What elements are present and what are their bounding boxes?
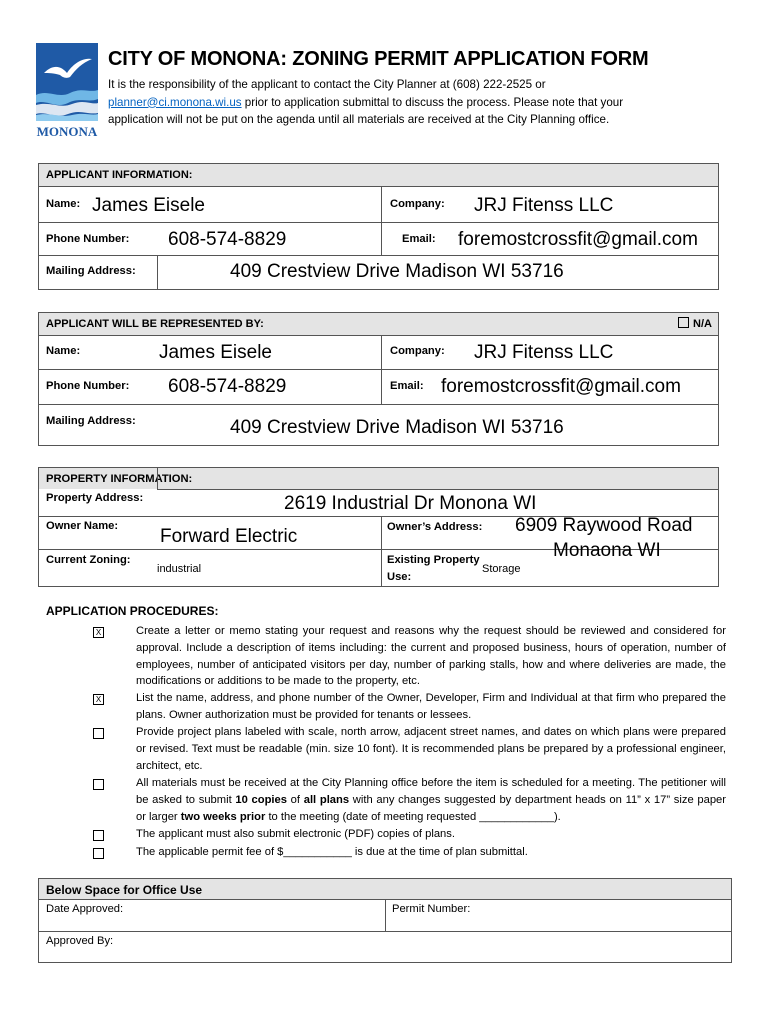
applicant-company-field[interactable]: JRJ Fitenss LLC (474, 195, 614, 216)
page-title: CITY OF MONONA: ZONING PERMIT APPLICATION FORM (108, 48, 649, 70)
applicant-name-field[interactable]: James Eisele (92, 195, 205, 216)
procedure-4-part-b: of (286, 793, 304, 806)
rep-address-label: Mailing Address: (46, 415, 136, 427)
divider (381, 335, 382, 404)
owner-name-field[interactable]: Forward Electric (160, 526, 298, 547)
procedure-4-bold-c: two weeks prior (180, 810, 266, 823)
divider (157, 467, 158, 489)
divider (381, 516, 382, 587)
procedure-text-3: Provide project plans labeled with scale, north arrow, adjacent street names, and dates on which plans were prepared or revised. Text must be readable (min. size 10 font). It is recommended plans be prepared by a professional engineer, architect, etc. (136, 726, 726, 772)
representative-heading-text: APPLICANT WILL BE REPRESENTED BY: (46, 318, 264, 330)
procedure-checkbox-1[interactable]: X (93, 627, 104, 638)
current-zoning-label: Current Zoning: (46, 554, 131, 566)
rep-email-label: Email: (390, 380, 424, 392)
divider (38, 404, 719, 405)
procedure-checkbox-6[interactable] (93, 848, 104, 859)
current-zoning-field[interactable]: industrial (157, 563, 202, 575)
applicant-name-label: Name: (46, 198, 81, 210)
rep-name-field[interactable]: James Eisele (159, 342, 272, 363)
rep-phone-label: Phone Number: (46, 380, 130, 392)
office-use-heading: Below Space for Office Use (38, 878, 732, 900)
applicant-email-label: Email: (402, 233, 436, 245)
representative-section-heading (38, 312, 719, 336)
divider (38, 255, 719, 256)
rep-name-label: Name: (46, 345, 81, 357)
property-section-heading: PROPERTY INFORMATION: (46, 473, 193, 485)
rep-company-field[interactable]: JRJ Fitenss LLC (474, 342, 614, 363)
procedure-4-part-c: with any changes suggested by department heads on 11” x 17” size paper or larger (136, 793, 726, 823)
monona-logo-icon (36, 43, 98, 141)
applicant-email-field[interactable]: foremostcrossfit@gmail.com (458, 229, 698, 250)
rep-company-label: Company: (390, 345, 445, 357)
procedure-4-bold-b: all plans (303, 793, 350, 806)
planner-email-link[interactable]: planner@ci.monona.wi.us (108, 95, 242, 109)
na-label: N/A (693, 318, 712, 330)
procedure-text-5: The applicant must also submit electronic (PDF) copies of plans. (136, 828, 455, 840)
divider (157, 489, 719, 490)
existing-use-label-1: Existing Property (387, 554, 480, 566)
applicant-company-label: Company: (390, 198, 445, 210)
divider (157, 255, 158, 290)
procedure-text-2: List the name, address, and phone number of the Owner, Developer, Firm and Individual at that firm who prepared the plans. Owner authorization must be provided for tenants or lessees. (136, 692, 726, 721)
rep-address-field[interactable]: 409 Crestview Drive Madison WI 53716 (230, 417, 564, 438)
owner-address-label: Owner’s Address: (387, 521, 483, 533)
procedure-checkbox-4[interactable] (93, 779, 104, 790)
existing-use-label-2: Use: (387, 571, 412, 583)
na-checkbox[interactable] (678, 317, 689, 328)
approved-by-label: Approved By: (46, 935, 114, 947)
divider (38, 369, 719, 370)
procedure-text-4 (136, 775, 726, 825)
procedure-4-part-a: All materials must be received at the City Planning office before the item is scheduled for a meeting. The petitioner will be asked to submit (136, 777, 726, 806)
procedure-text-6: The applicable permit fee of $___________ is due at the time of plan submittal. (136, 846, 528, 858)
rep-phone-field[interactable]: 608-574-8829 (168, 376, 287, 397)
procedure-text-1: Create a letter or memo stating your request and reasons why the request should be reviewed and considered for approval. Include a description of items including: the current and proposed business, hours of operation, number of employees, number of anticipated visitors per day, number of parking stalls, how and where deliveries are made, the modifications or additions to be made to the property, etc. (136, 625, 726, 688)
divider (385, 899, 386, 931)
property-address-label: Property Address: (46, 492, 144, 504)
intro-line-1: It is the responsibility of the applicant to contact the City Planner at (608) 222-2525 or (108, 78, 546, 91)
procedure-checkbox-5[interactable] (93, 830, 104, 841)
applicant-section-heading: APPLICANT INFORMATION: (38, 163, 719, 187)
applicant-phone-label: Phone Number: (46, 233, 130, 245)
applicant-address-field[interactable]: 409 Crestview Drive Madison WI 53716 (230, 261, 564, 282)
intro-line-3: application will not be put on the agenda until all materials are received at the City Planning office. (108, 113, 610, 126)
procedure-4-part-d: to the meeting (date of meeting requested ____________). (265, 810, 561, 823)
owner-address-line-1[interactable]: 6909 Raywood Road (515, 515, 693, 536)
applicant-address-label: Mailing Address: (46, 265, 136, 277)
rep-email-field[interactable]: foremostcrossfit@gmail.com (441, 376, 681, 397)
divider (38, 222, 719, 223)
procedure-checkbox-3[interactable] (93, 728, 104, 739)
applicant-phone-field[interactable]: 608-574-8829 (168, 229, 287, 250)
logo-text: MONONA (36, 124, 98, 139)
divider (38, 931, 732, 932)
intro-paragraph (108, 76, 708, 129)
existing-use-field[interactable]: Storage (482, 563, 521, 575)
intro-line-2: prior to application submittal to discuss the process. Please note that your (241, 95, 624, 109)
divider (381, 186, 382, 255)
date-approved-label: Date Approved: (46, 903, 124, 915)
city-logo (36, 43, 98, 141)
permit-number-label: Permit Number: (392, 903, 471, 915)
procedures-heading: APPLICATION PROCEDURES: (46, 604, 219, 618)
procedure-checkbox-2[interactable]: X (93, 694, 104, 705)
na-option[interactable] (678, 313, 712, 336)
owner-name-label: Owner Name: (46, 520, 119, 532)
procedure-4-bold-a: 10 copies (235, 793, 287, 806)
property-address-field[interactable]: 2619 Industrial Dr Monona WI (284, 493, 537, 514)
owner-address-line-2[interactable]: Monaona WI (553, 540, 661, 561)
